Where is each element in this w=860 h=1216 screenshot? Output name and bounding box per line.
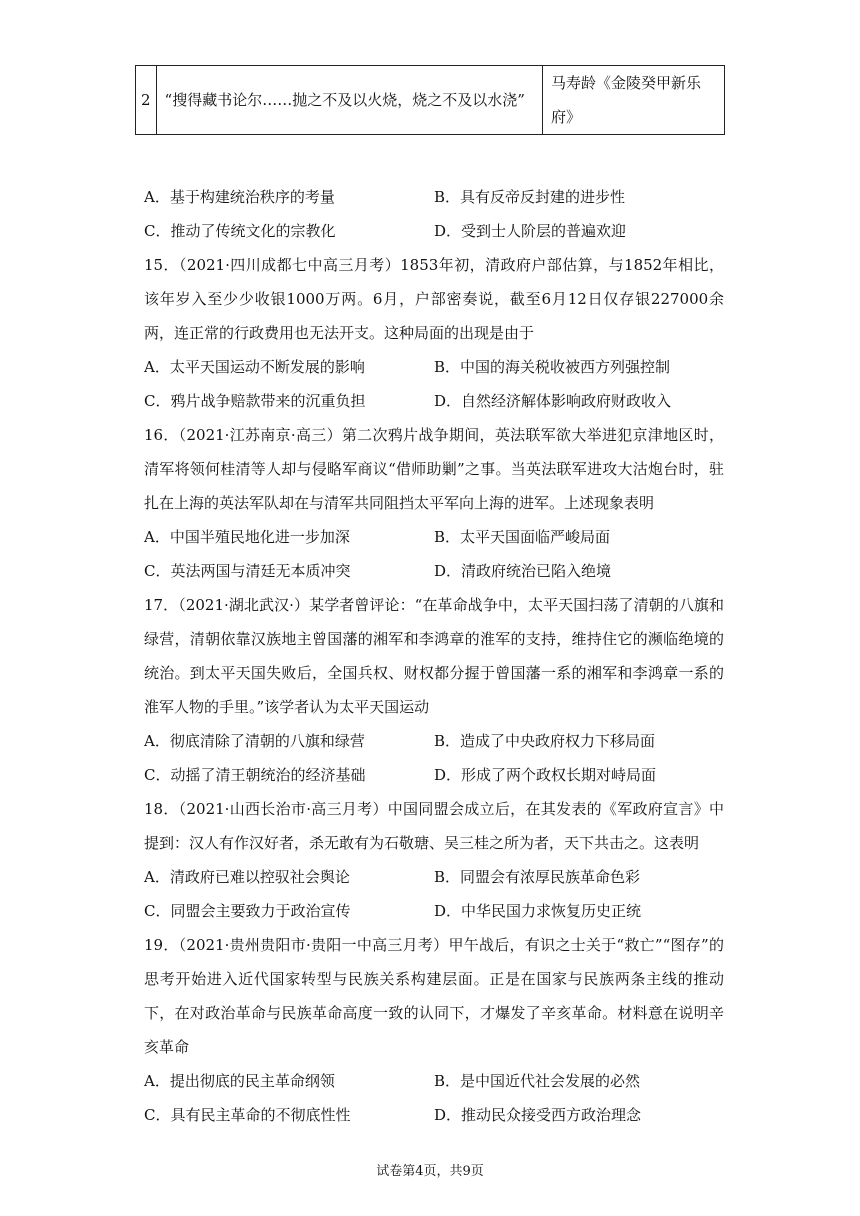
quote-text: “搜得藏书论尔……抛之不及以火烧，烧之不及以水浇” [156,66,542,135]
q18-options-row-1 [144,860,724,894]
q16-option-a[interactable]: A．中国半殖民地化进一步加深 [144,528,350,546]
q19-option-b[interactable]: B．是中国近代社会发展的必然 [434,1072,641,1090]
q17-option-b[interactable]: B．造成了中央政府权力下移局面 [434,732,656,750]
q19-option-a[interactable]: A．提出彻底的民主革命纲领 [144,1072,335,1090]
q16-option-b[interactable]: B．太平天国面临严峻局面 [434,528,611,546]
q19-stem: 19．（2021·贵州贵阳市·贵阳一中高三月考）甲午战后，有识之士关于“救亡”“图存”的思考开始进入近代国家转型与民族关系构建层面。正是在国家与民族两条主线的推动下，在对政治革命与民族革命高度一致的认同下，才爆发了辛亥革命。材料意在说明辛亥革命 [144,936,724,1056]
q14-option-b[interactable]: B．具有反帝反封建的进步性 [434,188,626,206]
q17-options-row-1 [144,724,724,758]
q16-option-c[interactable]: C．英法两国与清廷无本质冲突 [144,562,351,580]
q18-option-c[interactable]: C．同盟会主要致力于政治宣传 [144,902,351,920]
row-number: 2 [136,66,157,135]
q17-options-row-2 [144,758,724,792]
q14-option-c[interactable]: C．推动了传统文化的宗教化 [144,222,336,240]
q14-options-row-1 [144,180,724,214]
q18-stem: 18．（2021·山西长治市·高三月考）中国同盟会成立后，在其发表的《军政府宣言》中提到：汉人有作汉好者，杀无敢有为石敬瑭、吴三桂之所为者，天下共击之。这表明 [144,800,724,852]
q17-option-a[interactable]: A．彻底清除了清朝的八旗和绿营 [144,732,365,750]
q16-options-row-1 [144,520,724,554]
q19-option-d[interactable]: D．推动民众接受西方政治理念 [434,1106,642,1124]
q14-option-d[interactable]: D．受到士人阶层的普遍欢迎 [434,222,627,240]
q18-option-d[interactable]: D．中华民国力求恢复历史正统 [434,902,642,920]
q19-option-c[interactable]: C．具有民主革命的不彻底性性 [144,1106,351,1124]
q17-option-c[interactable]: C．动摇了清王朝统治的经济基础 [144,766,366,784]
questions [144,180,724,1132]
q18-option-b[interactable]: B．同盟会有浓厚民族革命色彩 [434,868,641,886]
q17-stem: 17．（2021·湖北武汉·）某学者曾评论：“在革命战争中，太平天国扫荡了清朝的八旗和绿营，清朝依靠汉族地主曾国藩的湘军和李鸿章的淮军的支持，维持住它的濒临绝境的统治。到太平天国失败后，全国兵权、财权都分握于曾国藩一系的湘军和李鸿章一系的淮军人物的手里。”该学者认为太平天国运动 [144,596,724,716]
q19-options-row-1 [144,1064,724,1098]
q15-option-a[interactable]: A．太平天国运动不断发展的影响 [144,358,365,376]
q16-options-row-2 [144,554,724,588]
q15-stem: 15．（2021·四川成都七中高三月考）1853年初，清政府户部估算，与1852年相比，该年岁入至少少收银1000万两。6月，户部密奏说，截至6月12日仅存银227000余两，连正常的行政费用也无法开支。这种局面的出现是由于 [144,256,724,342]
q17-option-d[interactable]: D．形成了两个政权长期对峙局面 [434,766,657,784]
q14-options-row-2 [144,214,724,248]
q14-option-a[interactable]: A．基于构建统治秩序的考量 [144,188,335,206]
q15-options-row-2 [144,384,724,418]
q16-stem: 16．（2021·江苏南京·高三）第二次鸦片战争期间，英法联军欲大举进犯京津地区时，清军将领何桂清等人却与侵略军商议“借师助剿”之事。当英法联军进攻大沽炮台时，驻扎在上海的英法军队却在与清军共同阻挡太平军向上海的进军。上述现象表明 [144,426,724,512]
q18-options-row-2 [144,894,724,928]
q15-options-row-1 [144,350,724,384]
q16-option-d[interactable]: D．清政府统治已陷入绝境 [434,562,612,580]
table-row [136,66,725,135]
q18-option-a[interactable]: A．清政府已难以控驭社会舆论 [144,868,350,886]
quote-source: 马寿龄《金陵癸甲新乐府》 [543,66,725,135]
q19-options-row-2 [144,1098,724,1132]
quote-table [135,65,725,135]
q15-option-c[interactable]: C．鸦片战争赔款带来的沉重负担 [144,392,366,410]
q15-option-b[interactable]: B．中国的海关税收被西方列强控制 [434,358,671,376]
q15-option-d[interactable]: D．自然经济解体影响政府财政收入 [434,392,672,410]
page-footer: 试卷第4页，共9页 [376,1164,484,1179]
